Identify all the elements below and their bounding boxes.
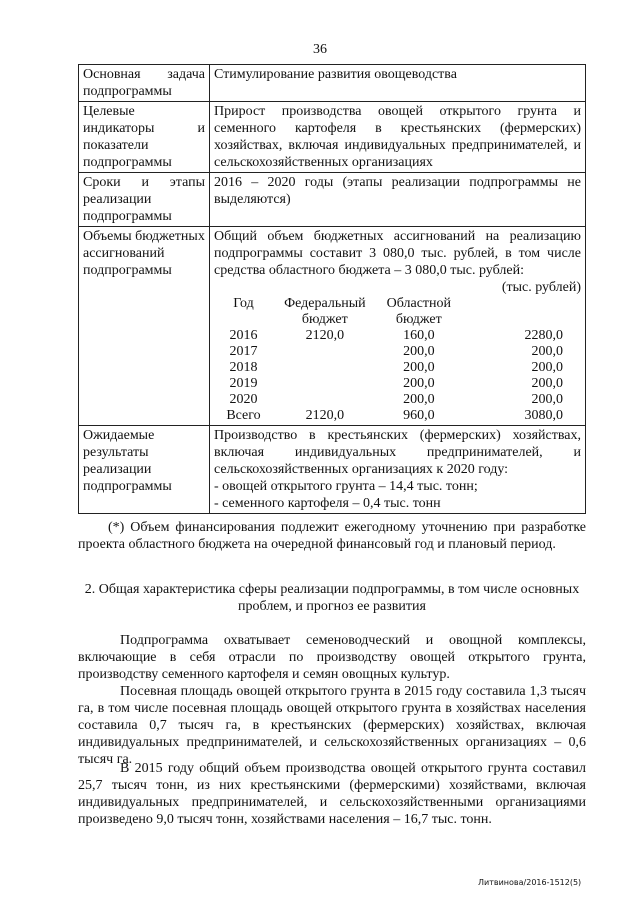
row-label: Целевые индикаторы и показатели подпрограммы [79,102,210,173]
paragraph: Подпрограмма охватывает семеноводческий и овощной комплексы, включающие в себя отрасли по производству овощей открытого грунта, производству семенного картофеля и семян овощных культур. [78,633,586,682]
cell-year: 2016 [229,328,258,343]
row-label: Объемы бюджетных ассигнований подпрограммы [79,227,210,426]
passport-row-task [79,65,586,102]
results-item: - овощей открытого грунта – 14,4 тыс. тонн; [214,479,478,494]
cell-federal [273,360,377,376]
passport-row-results [79,426,586,514]
footnote: (*) Объем финансирования подлежит ежегодному уточнению при разработке проекта областного бюджета на очередной финансовый год и плановый период. [78,520,586,552]
cell-regional: 200,0 [403,392,435,407]
cell-regional: 160,0 [403,328,435,343]
results-item: - семенного картофеля – 0,4 тыс. тонн [214,496,441,511]
paragraph: Посевная площадь овощей открытого грунта в 2015 году составила 1,3 тысяч га, в том числе посевная площадь овощей открытого грунта в хозяйствах населения составила 0,7 тысяч га, в крестьянских (фермерских) хозяйствах, включая индивидуальных предпринимателей, и сельскохозяйственных организациях – 0,6 тысяч га. [78,684,586,767]
row-value: Прирост производства овощей открытого грунта и семенного картофеля в крестьянских (фермерских) хозяйствах, включая индивидуальных предпринимателей, и сельскохозяйственных организациях [210,102,586,173]
cell-year: 2020 [229,392,258,407]
budget-header-row [214,296,581,328]
subprogram-passport-table [78,64,586,514]
cell-total: 200,0 [531,344,563,359]
row-label: Основная задача подпрограммы [79,65,210,102]
budget-total-row [214,408,581,424]
header-year: Год [233,296,254,311]
budget-table [214,296,581,424]
row-label: Сроки и этапы реализации подпрограммы [79,173,210,227]
cell-year: Всего [226,408,261,423]
cell-total: 3080,0 [524,408,563,423]
header-regional: Областной бюджет [386,296,452,327]
section-title: 2. Общая характеристика сферы реализации подпрограммы, в том числе основных проблем, и прогноз ее развития [84,582,580,614]
budget-row [214,328,581,344]
cell-year: 2017 [229,344,258,359]
cell-total: 200,0 [531,392,563,407]
document-footer-id: Литвинова/2016-1512(5) [478,878,582,887]
cell-federal [273,392,377,408]
row-label: Ожидаемые результаты реализации подпрограммы [79,426,210,514]
cell-year: 2019 [229,376,258,391]
cell-year: 2018 [229,360,258,375]
cell-regional: 200,0 [403,344,435,359]
cell-regional: 200,0 [403,376,435,391]
cell-federal [273,344,377,360]
header-federal: Федеральный бюджет [284,296,366,327]
page-number: 36 [313,42,327,57]
row-value-results [210,426,586,514]
budget-row [214,376,581,392]
budget-row [214,392,581,408]
header-total [461,296,581,328]
row-value: 2016 – 2020 годы (этапы реализации подпрограммы не выделяются) [210,173,586,227]
budget-row [214,344,581,360]
row-value-budget [210,227,586,426]
cell-federal: 2120,0 [305,328,345,343]
cell-regional: 200,0 [403,360,435,375]
cell-federal [273,376,377,392]
cell-federal: 2120,0 [305,408,345,423]
cell-regional: 960,0 [403,408,435,423]
passport-row-budget [79,227,586,426]
results-intro: Производство в крестьянских (фермерских) хозяйствах, включая индивидуальных предпринимателей, и сельскохозяйственных организациях к 2020 году: [214,428,581,477]
passport-row-indicators [79,102,586,173]
cell-total: 200,0 [531,376,563,391]
paragraph: В 2015 году общий объем производства овощей открытого грунта составил 25,7 тысяч тонн, из них крестьянскими (фермерскими) хозяйствами, включая индивидуальных предпринимателей, и сельскохозяйственными организациями произведено 9,0 тысяч тонн, хозяйствами населения – 16,7 тыс. тонн. [78,761,586,827]
cell-total: 2280,0 [524,328,563,343]
passport-row-terms [79,173,586,227]
budget-row [214,360,581,376]
cell-total: 200,0 [531,360,563,375]
budget-units: (тыс. рублей) [501,280,581,295]
row-value: Стимулирование развития овощеводства [210,65,586,102]
budget-intro: Общий объем бюджетных ассигнований на реализацию подпрограммы составит 3 080,0 тыс. рублей, в том числе средства областного бюджета – 3 080,0 тыс. рублей: [214,229,581,278]
